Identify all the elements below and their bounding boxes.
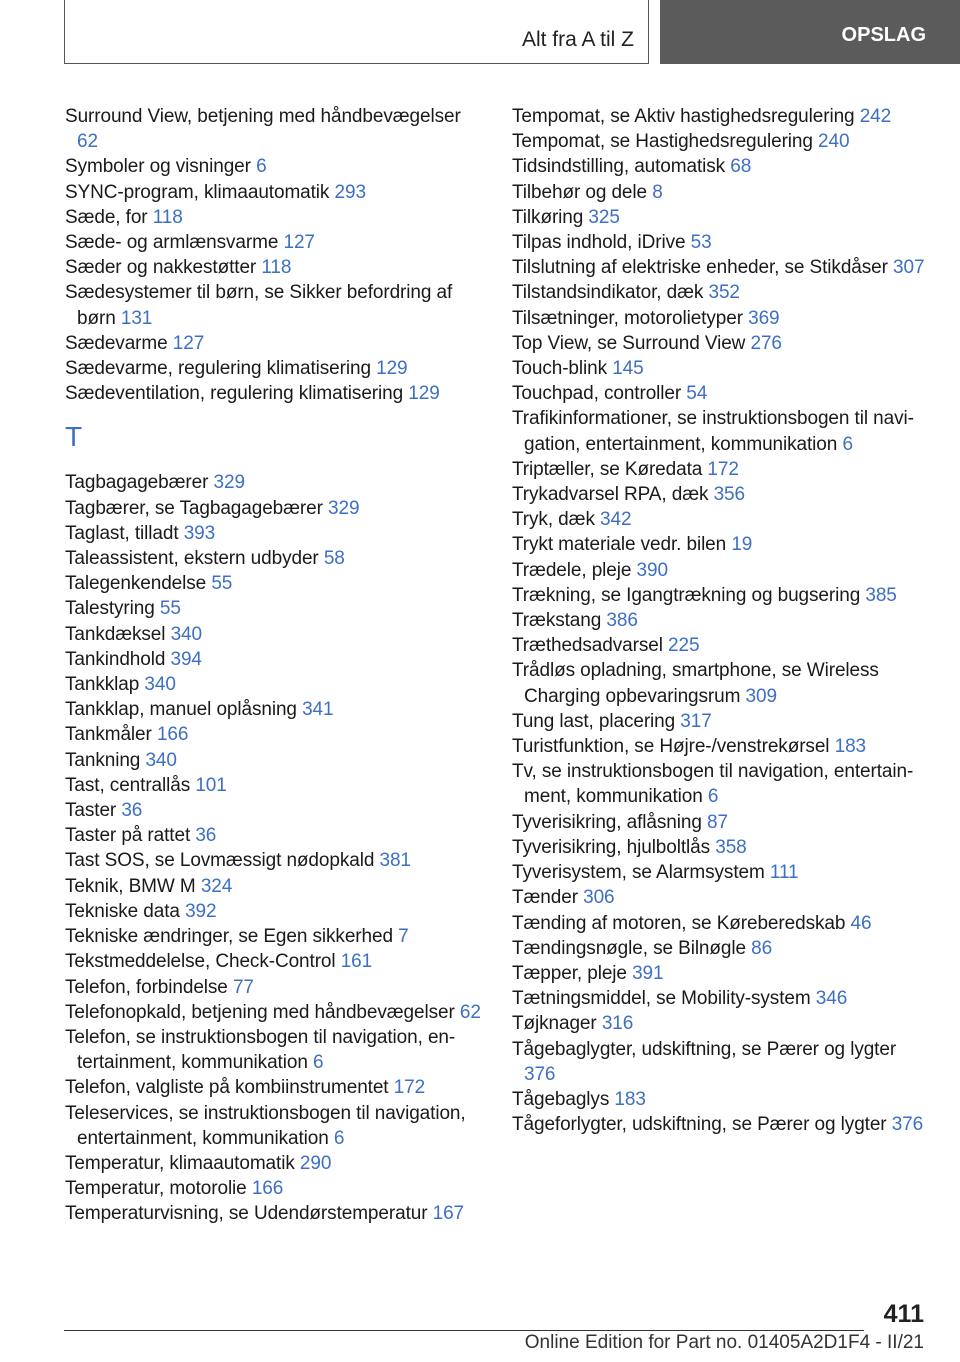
page-reference-link[interactable]: 36 xyxy=(195,825,217,847)
index-term: Tast, centrallås xyxy=(65,774,191,796)
index-entry xyxy=(65,622,485,647)
index-entry xyxy=(65,496,485,521)
index-entry xyxy=(65,949,485,974)
page-reference-link[interactable]: 6 xyxy=(312,1052,324,1074)
section-title: Alt fra A til Z xyxy=(521,28,634,51)
index-term: Tast SOS, se Lovmæssigt nødopkald xyxy=(65,850,375,872)
index-entry xyxy=(512,709,932,734)
index-entry xyxy=(512,280,932,305)
index-term: Trykadvarsel RPA, dæk xyxy=(512,484,709,506)
index-entry xyxy=(65,205,485,230)
index-entry xyxy=(65,1101,485,1151)
page-reference-link[interactable]: 36 xyxy=(121,800,143,822)
index-term: Tyverisystem, se Alarmsystem xyxy=(512,862,765,884)
index-entry xyxy=(512,936,932,961)
index-term: Tågebaglys xyxy=(512,1088,610,1110)
index-term: Tung last, placering xyxy=(512,710,676,732)
index-entry xyxy=(65,924,485,949)
index-term: Tekniske ændringer, se Egen sikkerhed xyxy=(65,926,393,948)
index-entry xyxy=(65,571,485,596)
index-term: Telefonopkald, betjening med håndbevægelser xyxy=(65,1001,455,1023)
index-entry xyxy=(65,975,485,1000)
index-entry xyxy=(65,1075,485,1100)
page-reference-link[interactable]: 131 xyxy=(120,307,153,329)
index-term: Sæder og nakkestøtter xyxy=(65,257,257,279)
index-term: Telefon, se instruktionsbogen til navigation, entertainment, kommunikation xyxy=(65,1026,456,1074)
page-reference-link[interactable]: 392 xyxy=(185,900,217,922)
page-reference-link[interactable]: 340 xyxy=(144,674,176,696)
page-reference-link[interactable]: 329 xyxy=(213,472,245,494)
index-term: Triptæller, se Køredata xyxy=(512,458,703,480)
page-reference-link[interactable]: 324 xyxy=(200,875,233,897)
index-entry xyxy=(512,1037,932,1087)
page-reference-link[interactable]: 340 xyxy=(170,623,202,645)
index-entry xyxy=(65,546,485,571)
page-reference-link[interactable]: 172 xyxy=(707,458,739,480)
page-reference-link[interactable]: 242 xyxy=(859,106,892,127)
page-reference-link[interactable]: 6 xyxy=(842,433,853,455)
index-column-left xyxy=(65,104,485,1227)
index-entry xyxy=(512,205,932,230)
index-entry xyxy=(512,532,932,557)
index-term: Tilslutning af elektriske enheder, se Stikdåser xyxy=(512,257,888,279)
index-entry xyxy=(512,911,932,936)
page-reference-link[interactable]: 53 xyxy=(690,232,712,254)
index-entry xyxy=(65,180,485,205)
index-term: Sædevarme, regulering klimatisering xyxy=(65,358,371,380)
index-entry xyxy=(65,1201,485,1226)
index-entry xyxy=(512,406,932,456)
page-reference-link[interactable]: 86 xyxy=(751,937,773,959)
page-reference-link[interactable]: 393 xyxy=(183,522,216,544)
page-reference-link[interactable]: 329 xyxy=(328,497,360,519)
index-entry xyxy=(65,356,485,381)
page-reference-link[interactable]: 306 xyxy=(583,887,615,909)
index-entry xyxy=(65,230,485,255)
index-term: Tankindhold xyxy=(65,648,166,670)
index-entry xyxy=(512,734,932,759)
page-reference-link[interactable]: 167 xyxy=(432,1203,465,1225)
index-entry xyxy=(512,482,932,507)
page-reference-link[interactable]: 376 xyxy=(891,1114,924,1136)
index-term: Tilstandsindikator, dæk xyxy=(512,282,704,304)
page-reference-link[interactable]: 290 xyxy=(299,1152,332,1174)
index-entry xyxy=(512,1112,932,1137)
page-reference-link[interactable]: 391 xyxy=(632,962,664,984)
index-term: Tilsætninger, motorolietyper xyxy=(512,307,743,329)
page-reference-link[interactable]: 376 xyxy=(524,1063,556,1085)
index-entry xyxy=(65,470,485,495)
index-entry xyxy=(512,104,932,129)
index-term: Tågeforlygter, udskiftning, se Pærer og lygter xyxy=(512,1114,887,1136)
page-reference-link[interactable]: 356 xyxy=(713,484,745,506)
index-entry xyxy=(65,823,485,848)
page-reference-link[interactable]: 325 xyxy=(588,206,620,228)
page-reference-link[interactable]: 293 xyxy=(334,181,366,203)
page-reference-link[interactable]: 62 xyxy=(459,1001,481,1023)
index-entry xyxy=(512,230,932,255)
index-term: Træthedsadvarsel xyxy=(512,635,663,657)
index-entry xyxy=(65,899,485,924)
page-reference-link[interactable]: 307 xyxy=(893,257,925,279)
index-term: Tilkøring xyxy=(512,206,584,228)
index-term: Trækstang xyxy=(512,610,602,632)
index-entry xyxy=(65,1000,485,1025)
index-term: Taster xyxy=(65,800,117,822)
index-entry xyxy=(65,331,485,356)
index-entry xyxy=(65,647,485,672)
index-term: Top View, se Surround View xyxy=(512,332,746,354)
index-column-right xyxy=(512,104,932,1137)
index-term: Turistfunktion, se Højre-/venstrekørsel xyxy=(512,736,830,758)
index-entry xyxy=(512,180,932,205)
index-term: Touchpad, controller xyxy=(512,383,682,405)
page-reference-link[interactable]: 7 xyxy=(398,926,409,948)
page-reference-link[interactable]: 346 xyxy=(815,988,848,1010)
page-reference-link[interactable]: 358 xyxy=(715,836,747,858)
index-entry xyxy=(512,1011,932,1036)
index-term: Telefon, forbindelse xyxy=(65,976,228,998)
index-entry xyxy=(512,507,932,532)
index-entry xyxy=(512,331,932,356)
index-entry xyxy=(512,457,932,482)
index-entry xyxy=(512,306,932,331)
index-entry xyxy=(65,874,485,899)
page-reference-link[interactable]: 6 xyxy=(333,1127,345,1149)
index-entry xyxy=(65,848,485,873)
page-reference-link[interactable]: 111 xyxy=(769,862,799,884)
page-reference-link[interactable]: 46 xyxy=(850,912,872,934)
index-term: SYNC-program, klimaautomatik xyxy=(65,181,330,203)
index-entry xyxy=(512,583,932,608)
page-reference-link[interactable]: 6 xyxy=(707,786,719,808)
index-term: Tagbærer, se Tagbagagebærer xyxy=(65,497,323,519)
index-term: Telefon, valgliste på kombiinstrumentet xyxy=(65,1077,389,1099)
page-reference-link[interactable]: 62 xyxy=(77,131,98,153)
index-entry xyxy=(512,633,932,658)
index-entry xyxy=(65,1025,485,1075)
index-entry xyxy=(512,961,932,986)
index-term: Tæpper, pleje xyxy=(512,962,627,984)
index-term: Tågebaglygter, udskiftning, se Pærer og lygter xyxy=(512,1038,897,1060)
index-entry xyxy=(65,255,485,280)
index-term: Sæde- og armlænsvarme xyxy=(65,232,279,254)
index-term: Trykt materiale vedr. bilen xyxy=(512,534,727,556)
index-entry xyxy=(512,986,932,1011)
index-term: Temperatur, klimaautomatik xyxy=(65,1152,295,1174)
index-entry xyxy=(512,1087,932,1112)
page-reference-link[interactable]: 166 xyxy=(156,724,189,746)
page-reference-link[interactable]: 129 xyxy=(376,358,408,380)
page-reference-link[interactable]: 385 xyxy=(865,584,897,606)
page-reference-link[interactable]: 6 xyxy=(256,156,267,178)
index-entry xyxy=(512,129,932,154)
page-reference-link[interactable]: 317 xyxy=(680,710,712,732)
index-term: Surround View, betjening med håndbevægelser xyxy=(65,106,461,127)
index-term: Taglast, tilladt xyxy=(65,522,179,544)
page-reference-link[interactable]: 77 xyxy=(232,976,254,998)
page-reference-link[interactable]: 118 xyxy=(261,257,292,279)
index-term: Tænding af motoren, se Køreberedskab xyxy=(512,912,846,934)
index-entry xyxy=(65,596,485,621)
page-reference-link[interactable]: 309 xyxy=(745,685,777,707)
index-term: Tidsindstilling, automatisk xyxy=(512,156,726,178)
page-reference-link[interactable]: 87 xyxy=(706,811,728,833)
index-term: Sædesystemer til børn, se Sikker befordring af børn xyxy=(65,282,453,329)
index-term: Symboler og visninger xyxy=(65,156,251,178)
index-term: Sædevarme xyxy=(65,332,168,354)
page-number: 411 xyxy=(883,1300,924,1328)
index-term: Tv, se instruktionsbogen til navigation, entertainment, kommunikation xyxy=(512,761,914,808)
header-frame xyxy=(64,0,649,64)
index-term: Teknik, BMW M xyxy=(65,875,196,897)
page-reference-link[interactable]: 225 xyxy=(668,635,700,657)
index-entry xyxy=(65,154,485,179)
page-reference-link[interactable]: 8 xyxy=(652,181,663,203)
section-tab-label: OPSLAG xyxy=(841,23,926,46)
index-term: Tankmåler xyxy=(65,724,152,746)
page-reference-link[interactable]: 386 xyxy=(606,610,638,632)
index-term: Taleassistent, ekstern udbyder xyxy=(65,548,319,570)
page-reference-link[interactable]: 145 xyxy=(612,358,644,380)
index-entry xyxy=(512,255,932,280)
page-reference-link[interactable]: 390 xyxy=(636,559,668,581)
footer-edition: Online Edition for Part no. 01405A2D1F4 - II/21 xyxy=(524,1332,924,1353)
index-term: Tekstmeddelelse, Check-Control xyxy=(65,951,336,973)
index-term: Tempomat, se Aktiv hastighedsregulering xyxy=(512,106,855,127)
page-reference-link[interactable]: 55 xyxy=(211,573,233,595)
index-term: Trædele, pleje xyxy=(512,559,632,581)
index-entry xyxy=(65,697,485,722)
index-entry xyxy=(65,1151,485,1176)
index-term: Tryk, dæk xyxy=(512,509,595,531)
index-term: Trafikinformationer, se instruktionsbogen til navigation, entertainment, kommunikation xyxy=(512,408,914,455)
index-term: Trækning, se Igangtrækning og bugsering xyxy=(512,584,861,606)
index-term: Taster på rattet xyxy=(65,825,191,847)
index-entry xyxy=(65,672,485,697)
footer-divider xyxy=(64,1330,864,1331)
page-reference-link[interactable]: 127 xyxy=(283,232,315,254)
index-term: Tændingsnøgle, se Bilnøgle xyxy=(512,937,746,959)
page-reference-link[interactable]: 68 xyxy=(730,156,752,178)
index-letter-heading: T xyxy=(65,421,83,453)
index-entry xyxy=(512,154,932,179)
page-reference-link[interactable]: 352 xyxy=(708,282,740,304)
page-reference-link[interactable]: 172 xyxy=(393,1077,426,1099)
index-term: Sæde, for xyxy=(65,206,148,228)
page-reference-link[interactable]: 316 xyxy=(601,1013,634,1035)
index-term: Tankklap, manuel oplåsning xyxy=(65,699,297,721)
index-term: Tempomat, se Hastighedsregulering xyxy=(512,131,813,153)
index-term: Temperatur, motorolie xyxy=(65,1178,247,1200)
section-tab[interactable] xyxy=(660,0,960,64)
index-entry xyxy=(65,280,485,330)
page-reference-link[interactable]: 161 xyxy=(340,951,373,973)
index-entry xyxy=(65,381,485,406)
page-reference-link[interactable]: 55 xyxy=(159,598,181,620)
page-reference-link[interactable]: 342 xyxy=(600,509,632,531)
page-reference-link[interactable]: 369 xyxy=(748,307,780,329)
index-term: Temperaturvisning, se Udendørstemperatur xyxy=(65,1203,428,1225)
index-term: Teleservices, se instruktionsbogen til navigation, entertainment, kommunikation xyxy=(65,1102,466,1149)
index-entry xyxy=(65,1176,485,1201)
index-entry xyxy=(512,835,932,860)
index-entry xyxy=(512,885,932,910)
index-entry xyxy=(65,521,485,546)
index-entry xyxy=(512,381,932,406)
page-reference-link[interactable]: 240 xyxy=(818,131,850,153)
page-reference-link[interactable]: 341 xyxy=(302,699,334,721)
page-reference-link[interactable]: 381 xyxy=(379,850,411,872)
index-term: Tagbagagebærer xyxy=(65,472,209,494)
page-reference-link[interactable]: 183 xyxy=(834,736,867,758)
index-entry xyxy=(512,759,932,809)
page-reference-link[interactable]: 54 xyxy=(686,383,708,405)
page-reference-link[interactable]: 166 xyxy=(251,1178,284,1200)
index-term: Talegenkendelse xyxy=(65,573,207,595)
page-reference-link[interactable]: 394 xyxy=(170,648,202,670)
index-entry xyxy=(512,810,932,835)
index-term: Tilpas indhold, iDrive xyxy=(512,232,686,254)
index-entry xyxy=(65,798,485,823)
page-reference-link[interactable]: 101 xyxy=(195,774,227,796)
index-entry xyxy=(65,773,485,798)
index-term: Talestyring xyxy=(65,598,155,620)
index-term: Tænder xyxy=(512,887,578,909)
index-entry xyxy=(512,608,932,633)
page-reference-link[interactable]: 129 xyxy=(408,383,440,405)
index-entry xyxy=(512,860,932,885)
index-term: Sædeventilation, regulering klimatisering xyxy=(65,383,404,405)
index-entry xyxy=(512,558,932,583)
index-term: Tankklap xyxy=(65,674,140,696)
page-reference-link[interactable]: 58 xyxy=(323,548,345,570)
index-entry xyxy=(512,658,932,708)
index-term: Tankdæksel xyxy=(65,623,166,645)
index-entry xyxy=(512,356,932,381)
index-term: Touch-blink xyxy=(512,358,608,380)
index-term: Tankning xyxy=(65,749,141,771)
index-term: Tøjknager xyxy=(512,1013,597,1035)
index-term: Tekniske data xyxy=(65,900,180,922)
index-term: Tyverisikring, hjulboltlås xyxy=(512,836,711,858)
page-reference-link[interactable]: 183 xyxy=(614,1088,646,1110)
page-reference-link[interactable]: 276 xyxy=(750,332,782,354)
index-term: Trådløs opladning, smartphone, se Wireless Charging opbevaringsrum xyxy=(512,660,879,707)
page-reference-link[interactable]: 118 xyxy=(152,206,183,228)
page-reference-link[interactable]: 340 xyxy=(145,749,177,771)
page-reference-link[interactable]: 127 xyxy=(172,332,205,354)
index-entry xyxy=(65,104,485,154)
index-term: Tyverisikring, aflåsning xyxy=(512,811,702,833)
index-entry xyxy=(65,748,485,773)
index-term: Tilbehør og dele xyxy=(512,181,647,203)
page-reference-link[interactable]: 19 xyxy=(731,534,753,556)
index-entry xyxy=(65,722,485,747)
index-term: Tætningsmiddel, se Mobility-system xyxy=(512,988,811,1010)
